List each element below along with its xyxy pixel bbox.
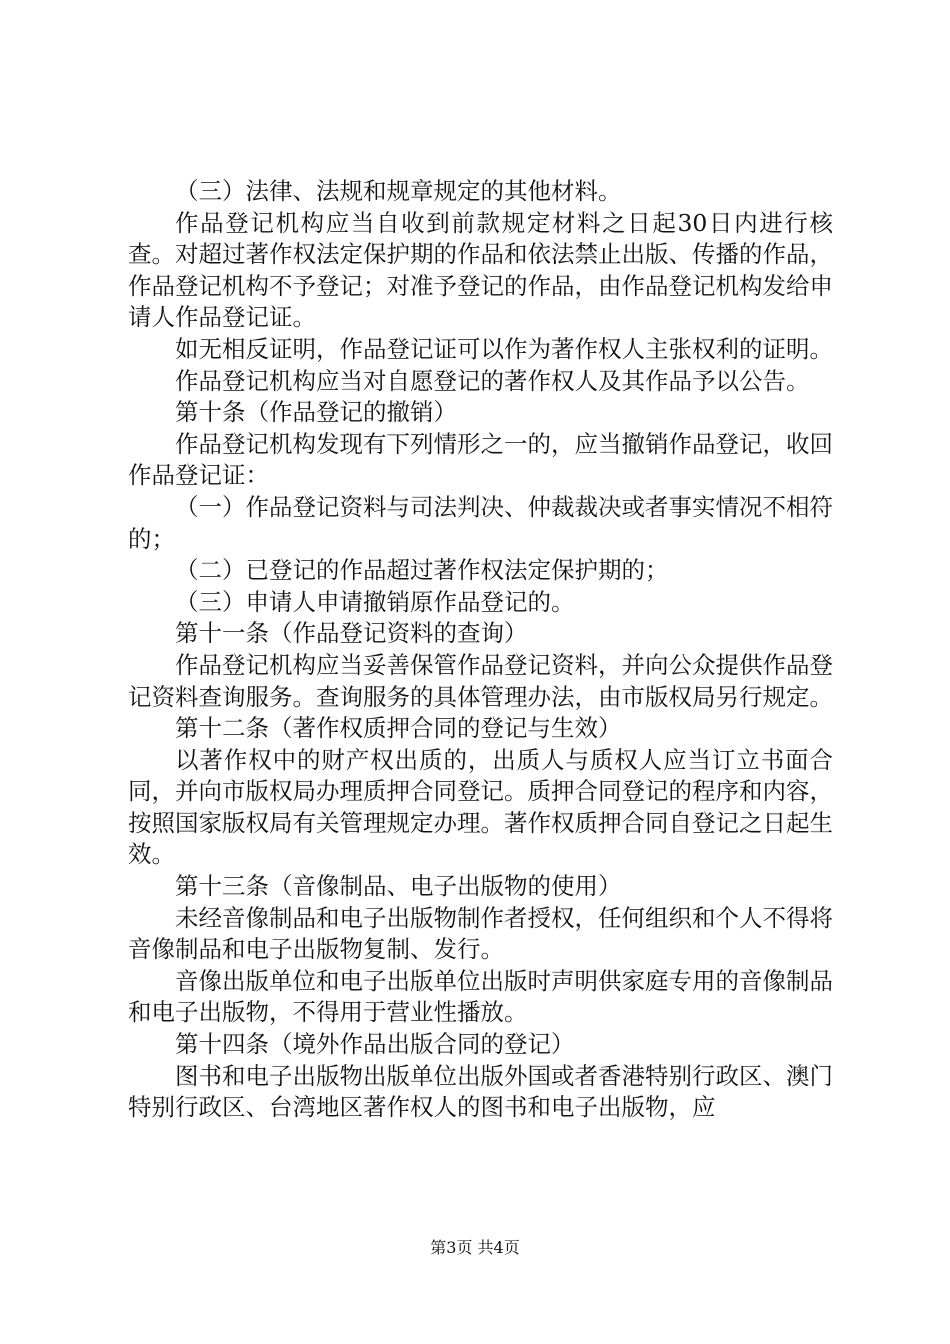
article-heading: 第十二条（著作权质押合同的登记与生效） bbox=[175, 714, 622, 743]
list-item: （一）作品登记资料与司法判决、仲裁裁决或者事实情况不相符的； bbox=[128, 492, 833, 553]
paragraph: 作品登记机构应当妥善保管作品登记资料，并向公众提供作品登记资料查询服务。查询服务的具体管理办法，由市版权局另行规定。 bbox=[128, 650, 833, 711]
paragraph: （三）法律、法规和规章规定的其他材料。 bbox=[175, 177, 622, 205]
paragraph: 作品登记机构应当自收到前款规定材料之日起30日内进行核查。对超过著作权法定保护期的作品和依法禁止出版、传播的作品，作品登记机构不予登记；对准予登记的作品，由作品登记机构发给申请人作品登记证。 bbox=[128, 208, 833, 332]
article-heading: 第十四条（境外作品出版合同的登记） bbox=[175, 1030, 575, 1059]
document-body bbox=[128, 176, 833, 1124]
page-number-footer: 第3页 共4页 bbox=[430, 1238, 520, 1257]
paragraph: 作品登记机构发现有下列情形之一的，应当撤销作品登记，收回作品登记证： bbox=[128, 429, 833, 490]
paragraph: 未经音像制品和电子出版物制作者授权，任何组织和个人不得将音像制品和电子出版物复制、发行。 bbox=[128, 903, 833, 964]
paragraph: 以著作权中的财产权出质的，出质人与质权人应当订立书面合同，并向市版权局办理质押合同登记。质押合同登记的程序和内容，按照国家版权局有关管理规定办理。著作权质押合同自登记之日起生效。 bbox=[128, 745, 833, 869]
paragraph: 如无相反证明，作品登记证可以作为著作权人主张权利的证明。 bbox=[175, 334, 833, 363]
article-heading: 第十条（作品登记的撤销） bbox=[175, 398, 457, 427]
list-item: （三）申请人申请撤销原作品登记的。 bbox=[175, 587, 575, 616]
article-heading: 第十一条（作品登记资料的查询） bbox=[175, 619, 528, 648]
paragraph: 音像出版单位和电子出版单位出版时声明供家庭专用的音像制品和电子出版物，不得用于营业性播放。 bbox=[128, 966, 833, 1027]
list-item: （二）已登记的作品超过著作权法定保护期的； bbox=[175, 556, 669, 585]
paragraph: 图书和电子出版物出版单位出版外国或者香港特别行政区、澳门特别行政区、台湾地区著作权人的图书和电子出版物，应 bbox=[128, 1061, 833, 1122]
article-heading: 第十三条（音像制品、电子出版物的使用） bbox=[175, 872, 622, 901]
paragraph: 作品登记机构应当对自愿登记的著作权人及其作品予以公告。 bbox=[175, 366, 810, 395]
